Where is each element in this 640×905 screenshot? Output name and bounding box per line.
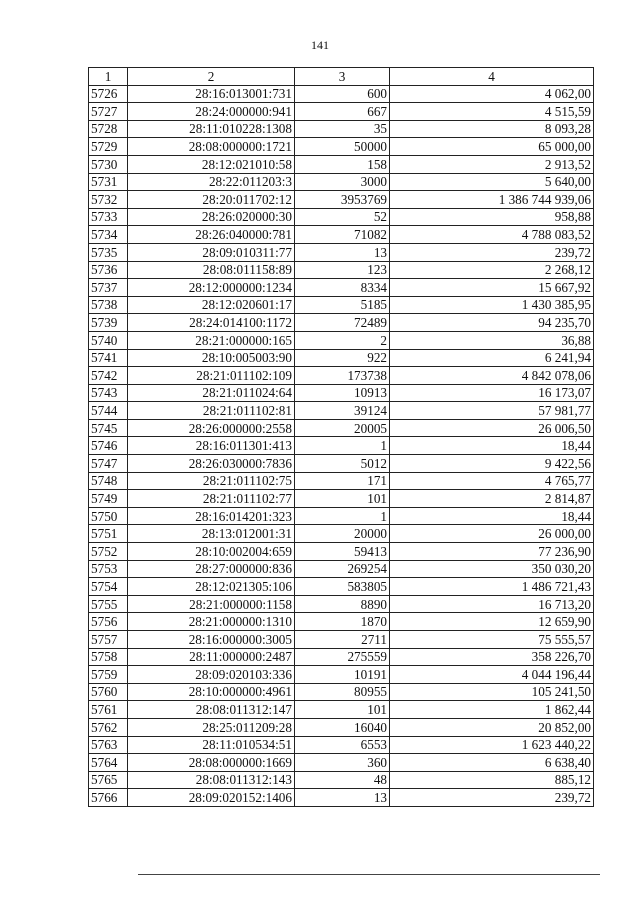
area-cell: 667 xyxy=(295,103,390,121)
table-row xyxy=(89,138,594,156)
table-row xyxy=(89,314,594,332)
cost-cell: 20 852,00 xyxy=(390,718,594,736)
row-number-cell: 5734 xyxy=(89,226,128,244)
cost-cell: 1 386 744 939,06 xyxy=(390,191,594,209)
area-cell: 123 xyxy=(295,261,390,279)
row-number-cell: 5754 xyxy=(89,578,128,596)
table-row xyxy=(89,578,594,596)
cadastral-number-cell: 28:26:030000:7836 xyxy=(128,455,295,473)
table-row xyxy=(89,683,594,701)
area-cell: 583805 xyxy=(295,578,390,596)
row-number-cell: 5741 xyxy=(89,349,128,367)
table-row xyxy=(89,560,594,578)
table-row xyxy=(89,419,594,437)
cadastral-number-cell: 28:21:000000:1158 xyxy=(128,595,295,613)
cadastral-number-cell: 28:10:000000:4961 xyxy=(128,683,295,701)
area-cell: 13 xyxy=(295,243,390,261)
table-row xyxy=(89,437,594,455)
cadastral-number-cell: 28:08:000000:1721 xyxy=(128,138,295,156)
table-row xyxy=(89,120,594,138)
cadastral-number-cell: 28:16:014201:323 xyxy=(128,507,295,525)
area-cell: 71082 xyxy=(295,226,390,244)
area-cell: 173738 xyxy=(295,367,390,385)
column-header-1: 1 xyxy=(89,68,128,86)
row-number-cell: 5744 xyxy=(89,402,128,420)
cadastral-number-cell: 28:12:020601:17 xyxy=(128,296,295,314)
cadastral-number-cell: 28:11:000000:2487 xyxy=(128,648,295,666)
area-cell: 6553 xyxy=(295,736,390,754)
row-number-cell: 5737 xyxy=(89,279,128,297)
row-number-cell: 5759 xyxy=(89,666,128,684)
row-number-cell: 5727 xyxy=(89,103,128,121)
cost-cell: 12 659,90 xyxy=(390,613,594,631)
table-row xyxy=(89,666,594,684)
table-row xyxy=(89,243,594,261)
row-number-cell: 5747 xyxy=(89,455,128,473)
area-cell: 101 xyxy=(295,701,390,719)
cost-cell: 15 667,92 xyxy=(390,279,594,297)
area-cell: 39124 xyxy=(295,402,390,420)
table-row xyxy=(89,349,594,367)
cost-cell: 4 515,59 xyxy=(390,103,594,121)
area-cell: 2711 xyxy=(295,631,390,649)
table-row xyxy=(89,367,594,385)
area-cell: 2 xyxy=(295,331,390,349)
table-row xyxy=(89,402,594,420)
area-cell: 20005 xyxy=(295,419,390,437)
row-number-cell: 5755 xyxy=(89,595,128,613)
row-number-cell: 5748 xyxy=(89,472,128,490)
cadastral-number-cell: 28:16:000000:3005 xyxy=(128,631,295,649)
cost-cell: 94 235,70 xyxy=(390,314,594,332)
row-number-cell: 5763 xyxy=(89,736,128,754)
table-row xyxy=(89,543,594,561)
table-row xyxy=(89,613,594,631)
row-number-cell: 5766 xyxy=(89,789,128,807)
area-cell: 80955 xyxy=(295,683,390,701)
cost-cell: 6 638,40 xyxy=(390,754,594,772)
cadastre-value-table xyxy=(88,67,594,807)
cadastral-number-cell: 28:09:020152:1406 xyxy=(128,789,295,807)
area-cell: 171 xyxy=(295,472,390,490)
row-number-cell: 5736 xyxy=(89,261,128,279)
area-cell: 922 xyxy=(295,349,390,367)
table-row xyxy=(89,472,594,490)
table-row xyxy=(89,296,594,314)
row-number-cell: 5739 xyxy=(89,314,128,332)
row-number-cell: 5732 xyxy=(89,191,128,209)
cost-cell: 958,88 xyxy=(390,208,594,226)
cadastral-number-cell: 28:16:013001:731 xyxy=(128,85,295,103)
cadastral-number-cell: 28:22:011203:3 xyxy=(128,173,295,191)
table-row xyxy=(89,771,594,789)
cadastral-number-cell: 28:24:000000:941 xyxy=(128,103,295,121)
table-row xyxy=(89,279,594,297)
cadastral-number-cell: 28:08:011158:89 xyxy=(128,261,295,279)
table-row xyxy=(89,155,594,173)
area-cell: 35 xyxy=(295,120,390,138)
area-cell: 101 xyxy=(295,490,390,508)
table-row xyxy=(89,103,594,121)
cost-cell: 77 236,90 xyxy=(390,543,594,561)
table-row xyxy=(89,736,594,754)
area-cell: 8890 xyxy=(295,595,390,613)
cost-cell: 8 093,28 xyxy=(390,120,594,138)
cadastral-number-cell: 28:21:011102:77 xyxy=(128,490,295,508)
area-cell: 1870 xyxy=(295,613,390,631)
area-cell: 5012 xyxy=(295,455,390,473)
cost-cell: 57 981,77 xyxy=(390,402,594,420)
cadastral-number-cell: 28:26:040000:781 xyxy=(128,226,295,244)
row-number-cell: 5731 xyxy=(89,173,128,191)
cadastral-number-cell: 28:08:011312:147 xyxy=(128,701,295,719)
cost-cell: 75 555,57 xyxy=(390,631,594,649)
cost-cell: 4 765,77 xyxy=(390,472,594,490)
cadastral-number-cell: 28:12:000000:1234 xyxy=(128,279,295,297)
cadastral-number-cell: 28:21:011024:64 xyxy=(128,384,295,402)
cost-cell: 65 000,00 xyxy=(390,138,594,156)
cost-cell: 4 044 196,44 xyxy=(390,666,594,684)
cost-cell: 2 913,52 xyxy=(390,155,594,173)
table-row xyxy=(89,226,594,244)
cost-cell: 18,44 xyxy=(390,507,594,525)
cost-cell: 16 713,20 xyxy=(390,595,594,613)
cadastral-number-cell: 28:11:010228:1308 xyxy=(128,120,295,138)
cadastral-number-cell: 28:21:011102:81 xyxy=(128,402,295,420)
table-row xyxy=(89,261,594,279)
area-cell: 360 xyxy=(295,754,390,772)
cadastral-number-cell: 28:21:000000:165 xyxy=(128,331,295,349)
row-number-cell: 5733 xyxy=(89,208,128,226)
cadastral-number-cell: 28:26:020000:30 xyxy=(128,208,295,226)
cadastral-number-cell: 28:08:000000:1669 xyxy=(128,754,295,772)
table-row xyxy=(89,191,594,209)
cost-cell: 1 486 721,43 xyxy=(390,578,594,596)
row-number-cell: 5756 xyxy=(89,613,128,631)
cost-cell: 239,72 xyxy=(390,789,594,807)
cost-cell: 350 030,20 xyxy=(390,560,594,578)
row-number-cell: 5751 xyxy=(89,525,128,543)
row-number-cell: 5729 xyxy=(89,138,128,156)
table-row xyxy=(89,754,594,772)
row-number-cell: 5760 xyxy=(89,683,128,701)
table-row xyxy=(89,490,594,508)
table-body xyxy=(89,85,594,806)
row-number-cell: 5757 xyxy=(89,631,128,649)
cadastral-number-cell: 28:25:011209:28 xyxy=(128,718,295,736)
row-number-cell: 5761 xyxy=(89,701,128,719)
row-number-cell: 5753 xyxy=(89,560,128,578)
area-cell: 16040 xyxy=(295,718,390,736)
page-number: 141 xyxy=(311,38,329,52)
column-header-2: 2 xyxy=(128,68,295,86)
row-number-cell: 5740 xyxy=(89,331,128,349)
cost-cell: 4 788 083,52 xyxy=(390,226,594,244)
area-cell: 52 xyxy=(295,208,390,226)
table-row xyxy=(89,701,594,719)
cost-cell: 9 422,56 xyxy=(390,455,594,473)
cadastral-number-cell: 28:13:012001:31 xyxy=(128,525,295,543)
row-number-cell: 5750 xyxy=(89,507,128,525)
cost-cell: 16 173,07 xyxy=(390,384,594,402)
table-row xyxy=(89,718,594,736)
cadastral-number-cell: 28:20:011702:12 xyxy=(128,191,295,209)
cadastral-number-cell: 28:12:021010:58 xyxy=(128,155,295,173)
table-row xyxy=(89,789,594,807)
column-header-4: 4 xyxy=(390,68,594,86)
cadastral-number-cell: 28:09:010311:77 xyxy=(128,243,295,261)
row-number-cell: 5728 xyxy=(89,120,128,138)
area-cell: 13 xyxy=(295,789,390,807)
row-number-cell: 5742 xyxy=(89,367,128,385)
row-number-cell: 5745 xyxy=(89,419,128,437)
table-row xyxy=(89,525,594,543)
cadastral-number-cell: 28:10:002004:659 xyxy=(128,543,295,561)
cost-cell: 36,88 xyxy=(390,331,594,349)
area-cell: 59413 xyxy=(295,543,390,561)
cost-cell: 1 862,44 xyxy=(390,701,594,719)
row-number-cell: 5746 xyxy=(89,437,128,455)
area-cell: 3000 xyxy=(295,173,390,191)
row-number-cell: 5764 xyxy=(89,754,128,772)
cadastral-number-cell: 28:11:010534:51 xyxy=(128,736,295,754)
area-cell: 1 xyxy=(295,437,390,455)
row-number-cell: 5752 xyxy=(89,543,128,561)
table-row xyxy=(89,648,594,666)
row-number-cell: 5726 xyxy=(89,85,128,103)
row-number-cell: 5738 xyxy=(89,296,128,314)
table-row xyxy=(89,507,594,525)
area-cell: 10191 xyxy=(295,666,390,684)
cost-cell: 18,44 xyxy=(390,437,594,455)
cost-cell: 885,12 xyxy=(390,771,594,789)
cost-cell: 358 226,70 xyxy=(390,648,594,666)
area-cell: 48 xyxy=(295,771,390,789)
cost-cell: 1 430 385,95 xyxy=(390,296,594,314)
area-cell: 600 xyxy=(295,85,390,103)
area-cell: 269254 xyxy=(295,560,390,578)
row-number-cell: 5743 xyxy=(89,384,128,402)
cost-cell: 239,72 xyxy=(390,243,594,261)
bottom-rule xyxy=(138,874,600,875)
cost-cell: 2 814,87 xyxy=(390,490,594,508)
cost-cell: 1 623 440,22 xyxy=(390,736,594,754)
row-number-cell: 5762 xyxy=(89,718,128,736)
column-header-3: 3 xyxy=(295,68,390,86)
area-cell: 8334 xyxy=(295,279,390,297)
area-cell: 1 xyxy=(295,507,390,525)
cadastral-number-cell: 28:08:011312:143 xyxy=(128,771,295,789)
row-number-cell: 5735 xyxy=(89,243,128,261)
area-cell: 275559 xyxy=(295,648,390,666)
cadastral-number-cell: 28:21:000000:1310 xyxy=(128,613,295,631)
area-cell: 72489 xyxy=(295,314,390,332)
cadastral-number-cell: 28:21:011102:75 xyxy=(128,472,295,490)
cadastral-number-cell: 28:21:011102:109 xyxy=(128,367,295,385)
cost-cell: 5 640,00 xyxy=(390,173,594,191)
area-cell: 20000 xyxy=(295,525,390,543)
table-row xyxy=(89,455,594,473)
cost-cell: 26 000,00 xyxy=(390,525,594,543)
row-number-cell: 5758 xyxy=(89,648,128,666)
cadastral-number-cell: 28:26:000000:2558 xyxy=(128,419,295,437)
cost-cell: 6 241,94 xyxy=(390,349,594,367)
table-row xyxy=(89,173,594,191)
table-row xyxy=(89,85,594,103)
area-cell: 50000 xyxy=(295,138,390,156)
cadastral-number-cell: 28:24:014100:1172 xyxy=(128,314,295,332)
row-number-cell: 5730 xyxy=(89,155,128,173)
cadastral-number-cell: 28:27:000000:836 xyxy=(128,560,295,578)
cadastral-number-cell: 28:09:020103:336 xyxy=(128,666,295,684)
table-row xyxy=(89,595,594,613)
cadastral-number-cell: 28:16:011301:413 xyxy=(128,437,295,455)
table-row xyxy=(89,331,594,349)
table-row xyxy=(89,384,594,402)
cost-cell: 2 268,12 xyxy=(390,261,594,279)
table-row xyxy=(89,208,594,226)
cost-cell: 4 842 078,06 xyxy=(390,367,594,385)
cost-cell: 4 062,00 xyxy=(390,85,594,103)
area-cell: 3953769 xyxy=(295,191,390,209)
row-number-cell: 5749 xyxy=(89,490,128,508)
cost-cell: 105 241,50 xyxy=(390,683,594,701)
area-cell: 10913 xyxy=(295,384,390,402)
cost-cell: 26 006,50 xyxy=(390,419,594,437)
cadastral-number-cell: 28:12:021305:106 xyxy=(128,578,295,596)
cadastral-number-cell: 28:10:005003:90 xyxy=(128,349,295,367)
area-cell: 5185 xyxy=(295,296,390,314)
table-row xyxy=(89,631,594,649)
table-header-row xyxy=(89,68,594,86)
area-cell: 158 xyxy=(295,155,390,173)
row-number-cell: 5765 xyxy=(89,771,128,789)
